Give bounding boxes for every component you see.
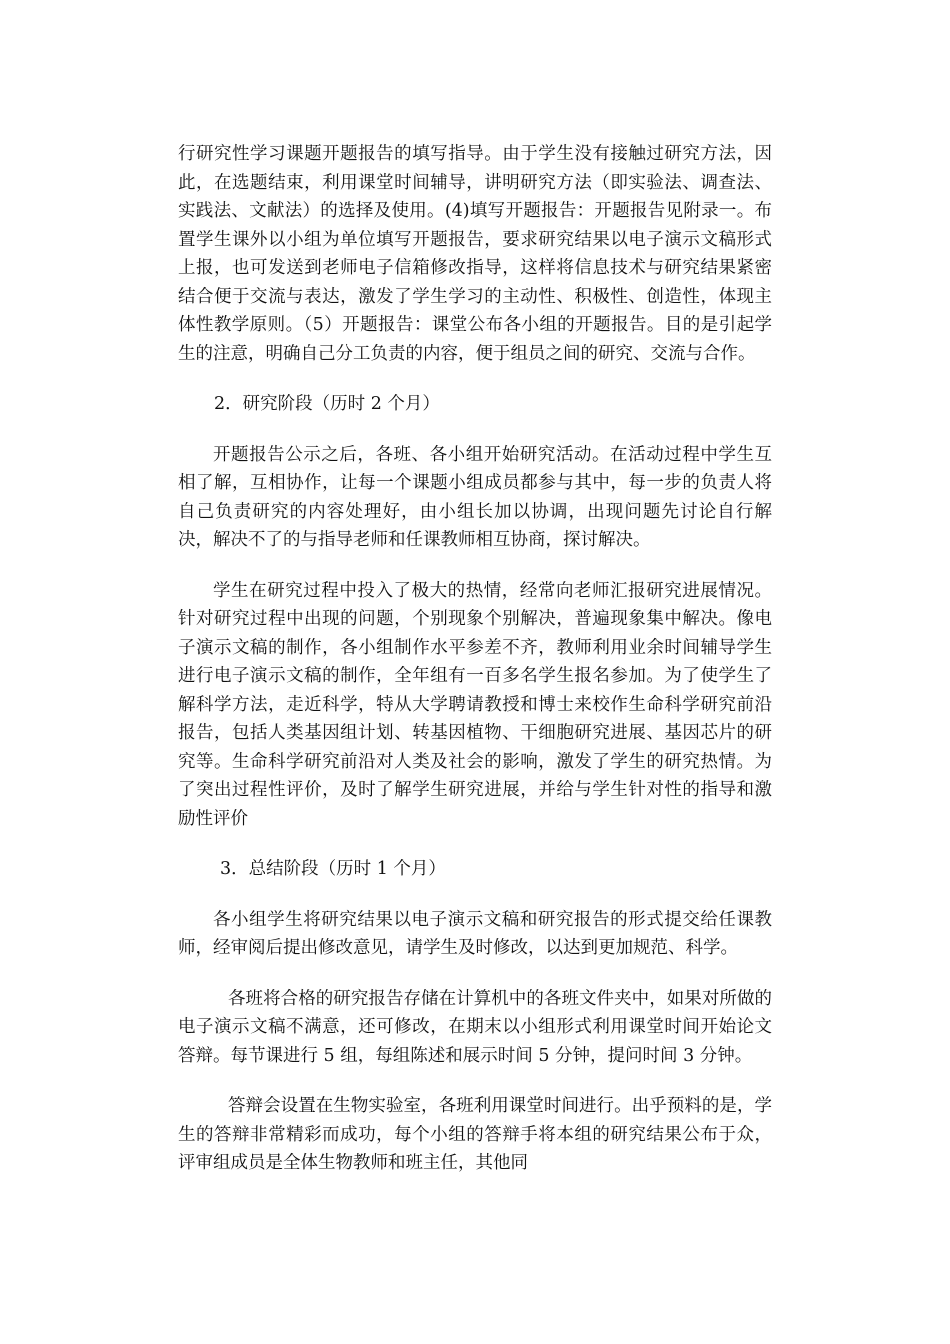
paragraph-research-process: 学生在研究过程中投入了极大的热情，经常向老师汇报研究进展情况。针对研究过程中出现的问题，个别现象个别解决，普遍现象集中解决。像电子演示文稿的制作，各小组制作水平参差不齐，教师利用业余时间辅导学生进行电子演示文稿的制作，全年组有一百多名学生报名参加。为了使学生了解科学方法，走近科学，特从大学聘请教授和博士来校作生命科学研究前沿报告，包括人类基因组计划、转基因植物、干细胞研究进展、基因芯片的研究等。生命科学研究前沿对人类及社会的影响，激发了学生的研究热情。为了突出过程性评价，及时了解学生研究进展，并给与学生针对性的指导和激励性评价 [178,580,772,829]
paragraph-defense-meeting: 答辩会设置在生物实验室，各班利用课堂时间进行。出乎预料的是，学生的答辩非常精彩而成功，每个小组的答辩手将本组的研究结果公布于众，评审组成员是全体生物教师和班主任，其他同 [178,1096,772,1173]
section-heading-summary-stage: 3．总结阶段（历时 1 个月） [220,859,446,879]
paragraph-opening-report: 行研究性学习课题开题报告的填写指导。由于学生没有接触过研究方法，因此，在选题结束，利用课堂时间辅导，讲明研究方法（即实验法、调查法、实践法、文献法）的选择及使用。(4)填写开题报告：开题报告见附录一。布置学生课外以小组为单位填写开题报告，要求研究结果以电子演示文稿形式上报，也可发送到老师电子信箱修改指导，这样将信息技术与研究结果紧密结合便于交流与表达，激发了学生学习的主动性、积极性、创造性，体现主体性教学原则。（5）开题报告：课堂公布各小组的开题报告。目的是引起学生的注意，明确自己分工负责的内容，便于组员之间的研究、交流与合作。 [178,144,772,364]
section-heading-research-stage: 2．研究阶段（历时 2 个月） [214,394,440,414]
paragraph-thesis-defense: 各班将合格的研究报告存储在计算机中的各班文件夹中，如果对所做的电子演示文稿不满意，还可修改，在期末以小组形式利用课堂时间开始论文答辩。每节课进行 5 组，每组陈述和展示时间 5 分钟，提问时间 3 分钟。 [178,988,772,1066]
document-body [178,140,772,1200]
paragraph-research-activities: 开题报告公示之后，各班、各小组开始研究活动。在活动过程中学生互相了解，互相协作，让每一个课题小组成员都参与其中，每一步的负责人将自己负责研究的内容处理好，由小组长加以协调，出现问题先讨论自行解决，解决不了的与指导老师和任课教师相互协商，探讨解决。 [178,444,772,550]
paragraph-submit-results: 各小组学生将研究结果以电子演示文稿和研究报告的形式提交给任课教师，经审阅后提出修改意见，请学生及时修改，以达到更加规范、科学。 [178,909,772,958]
